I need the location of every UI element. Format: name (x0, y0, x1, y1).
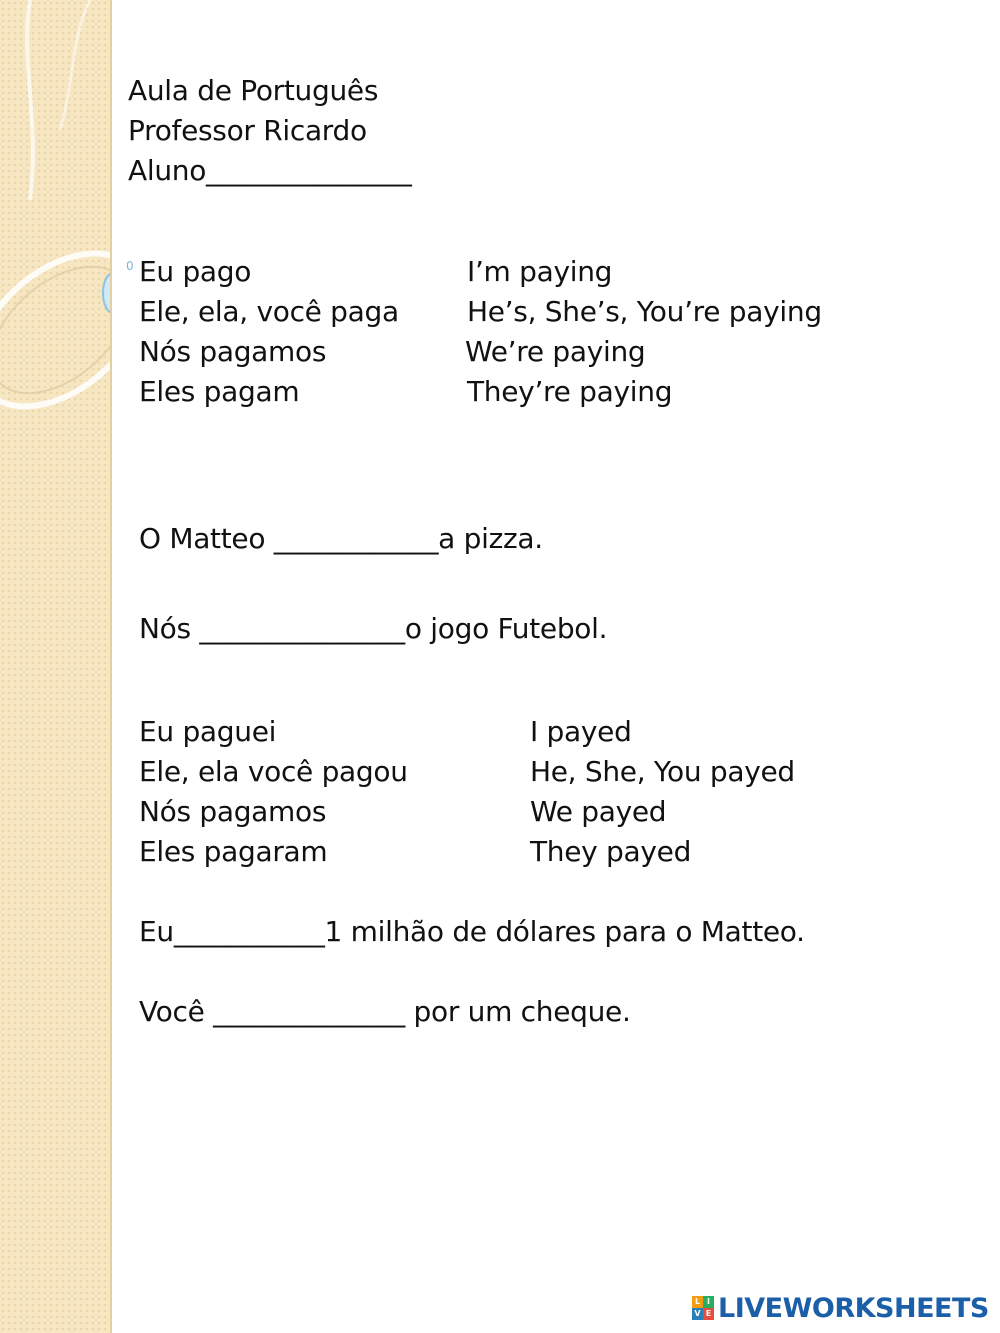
logo-tile-e: E (703, 1308, 714, 1320)
exercise-past-1: Eu___________1 milhão de dólares para o Matteo. (139, 915, 805, 948)
present-pt-3: Nós pagamos (139, 335, 327, 368)
past-en-2: He, She, You payed (530, 755, 795, 788)
decorative-sidebar (0, 0, 112, 1333)
present-pt-2: Ele, ela, você paga (139, 295, 399, 328)
exercise-past-2: Você ______________ por um cheque. (139, 995, 631, 1028)
past-pt-2: Ele, ela você pagou (139, 755, 408, 788)
liveworksheets-logo-text: LIVEWORKSHEETS (718, 1292, 989, 1324)
blue-oval-icon (95, 265, 112, 325)
present-en-1: I’m paying (467, 255, 613, 288)
header-class-title: Aula de Português (128, 74, 379, 107)
past-pt-1: Eu paguei (139, 715, 277, 748)
exercise-present-2: Nós _______________o jogo Futebol. (139, 612, 608, 645)
decorative-swirl (0, 0, 112, 1333)
logo-tile-l: L (692, 1296, 703, 1308)
exercise-present-1: O Matteo ____________a pizza. (139, 522, 543, 555)
present-pt-1: Eu pago (139, 255, 252, 288)
logo-tile-v: V (692, 1308, 703, 1320)
present-en-3: We’re paying (465, 335, 646, 368)
present-pt-4: Eles pagam (139, 375, 300, 408)
logo-tile-i: I (703, 1296, 714, 1308)
liveworksheets-logo (692, 1292, 989, 1324)
liveworksheets-logo-icon (692, 1296, 714, 1320)
present-en-4: They’re paying (467, 375, 673, 408)
past-en-4: They payed (530, 835, 692, 868)
header-student-field: Aluno_______________ (128, 154, 412, 187)
past-en-1: I payed (530, 715, 632, 748)
past-pt-4: Eles pagaram (139, 835, 328, 868)
present-en-2: He’s, She’s, You’re paying (467, 295, 822, 328)
bullet-number: 0 (126, 259, 134, 273)
past-en-3: We payed (530, 795, 667, 828)
header-teacher: Professor Ricardo (128, 114, 367, 147)
past-pt-3: Nós pagamos (139, 795, 327, 828)
